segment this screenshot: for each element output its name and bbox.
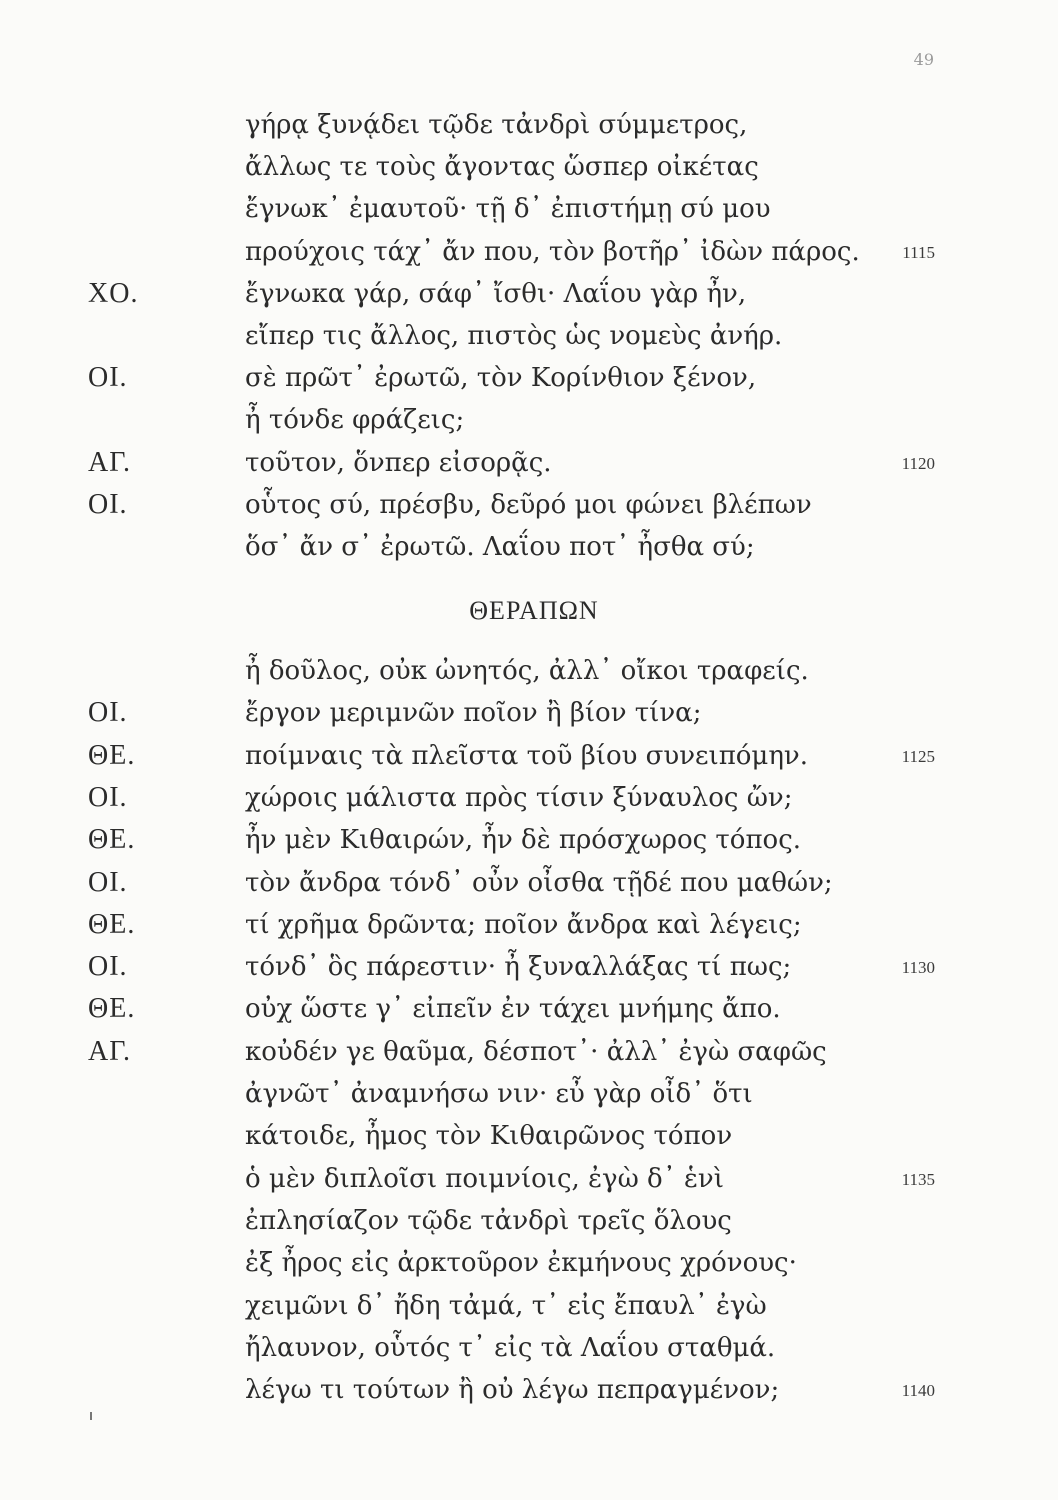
- verse-line: [0, 526, 1058, 568]
- verse-text: ποίμναις τὰ πλεῖστα τοῦ βίου συνειπόμην.: [245, 740, 808, 771]
- verse-text: τόνδ᾽ ὃς πάρεστιν· ἦ ξυναλλάξας τί πως;: [245, 952, 792, 983]
- section-heading: ΘΕΡΑΠΩΝ: [469, 596, 599, 625]
- verse-line: [0, 104, 1058, 146]
- verse-text: οὐχ ὥστε γ᾽ εἰπεῖν ἐν τάχει μνήμης ἄπο.: [245, 994, 781, 1025]
- line-number: 1120: [901, 453, 935, 473]
- verse-line: [0, 819, 1058, 861]
- verse-text: σὲ πρῶτ᾽ ἐρωτῶ, τὸν Κορίνθιον ξένον,: [245, 363, 757, 394]
- verse-text: ἀγνῶτ᾽ ἀναμνήσω νιν· εὖ γὰρ οἶδ᾽ ὅτι: [245, 1079, 753, 1109]
- verse-text: λέγω τι τούτων ἢ οὐ λέγω πεπραγμένον;: [245, 1375, 780, 1406]
- verse-text: ὁ μὲν διπλοῖσι ποιμνίοις, ἐγὼ δ᾽ ἑνὶ: [245, 1163, 724, 1194]
- verse-text: χειμῶνι δ᾽ ἤδη τἀμά, τ᾽ εἰς ἔπαυλ᾽ ἐγὼ: [245, 1290, 767, 1321]
- speaker-label: ΘΕ.: [88, 739, 136, 771]
- verse-line: [0, 1242, 1058, 1284]
- verse-text: ἦν μὲν Κιθαιρών, ἦν δὲ πρόσχωρος τόπος.: [245, 825, 802, 856]
- verse-text: ἐπλησίαζον τῷδε τἀνδρὶ τρεῖς ὅλους: [245, 1205, 732, 1236]
- verse-text: ὅσ᾽ ἄν σ᾽ ἐρωτῶ. Λαΐου ποτ᾽ ἦσθα σύ;: [245, 532, 755, 562]
- speaker-label: ΧΟ.: [88, 277, 139, 309]
- verse-line: [0, 650, 1058, 692]
- line-number: 1125: [901, 746, 935, 766]
- verse-line: [0, 692, 1058, 734]
- verse-line: [0, 1200, 1058, 1242]
- speaker-label: ΟΙ.: [88, 951, 128, 983]
- verse-line: [0, 1031, 1058, 1073]
- verse-line: [0, 946, 1058, 988]
- line-number: 1135: [901, 1169, 935, 1189]
- verse-text: τὸν ἄνδρα τόνδ᾽ οὖν οἶσθα τῇδέ που μαθών;: [245, 867, 833, 898]
- verse-line: [0, 904, 1058, 946]
- speaker-label: ΟΙ.: [88, 697, 128, 729]
- verse-text: προύχοις τάχ᾽ ἄν που, τὸν βοτῆρ᾽ ἰδὼν πάρος.: [245, 236, 860, 267]
- speaker-label: ΟΙ.: [88, 362, 128, 394]
- verse-text: κοὐδέν γε θαῦμα, δέσποτ᾽· ἀλλ᾽ ἐγὼ σαφῶς: [245, 1036, 827, 1067]
- verse-line: [0, 146, 1058, 188]
- verse-text: ἤλαυνον, οὗτός τ᾽ εἰς τὰ Λαΐου σταθμά.: [245, 1332, 776, 1363]
- verse-line: [0, 1073, 1058, 1115]
- verse-text: ἦ τόνδε φράζεις;: [245, 405, 465, 436]
- verse-line: [0, 442, 1058, 484]
- verse-text: ἄλλως τε τοὺς ἄγοντας ὥσπερ οἰκέτας: [245, 152, 759, 183]
- verse-line: [0, 988, 1058, 1030]
- verse-line: [0, 735, 1058, 777]
- verse-line: [0, 1327, 1058, 1369]
- verse-line: [0, 1369, 1058, 1411]
- line-number: 1130: [901, 958, 935, 978]
- line-number: 1140: [901, 1381, 935, 1401]
- verse-line: [0, 484, 1058, 526]
- margin-mark: [90, 1412, 92, 1420]
- verse-text: ἐξ ἦρος εἰς ἀρκτοῦρον ἐκμήνους χρόνους·: [245, 1248, 797, 1279]
- verse-line: [0, 777, 1058, 819]
- verse-text: χώροις μάλιστα πρὸς τίσιν ξύναυλος ὤν;: [245, 782, 793, 813]
- speaker-label: ΑΓ.: [88, 1035, 132, 1067]
- verse-line: [0, 188, 1058, 230]
- speaker-label: ΑΓ.: [88, 446, 132, 478]
- verse-text: οὗτος σύ, πρέσβυ, δεῦρό μοι φώνει βλέπων: [245, 489, 812, 520]
- verse-line: [0, 1158, 1058, 1200]
- verse-text: γήρᾳ ξυνᾴδει τῷδε τἀνδρὶ σύμμετρος,: [245, 110, 748, 140]
- verse-text: ἦ δοῦλος, οὐκ ὠνητός, ἀλλ᾽ οἴκοι τραφείς.: [245, 656, 809, 686]
- line-number: 1115: [902, 242, 935, 262]
- speaker-label: ΟΙ.: [88, 866, 128, 898]
- verse-text: τοῦτον, ὅνπερ εἰσορᾷς.: [245, 447, 552, 478]
- verse-text: ἔγνωκα γάρ, σάφ᾽ ἴσθι· Λαΐου γὰρ ἦν,: [245, 278, 747, 309]
- speaker-label: ΟΙ.: [88, 781, 128, 813]
- verse-line: [0, 1285, 1058, 1327]
- speaker-label: ΘΕ.: [88, 824, 136, 856]
- verse-text: τί χρῆμα δρῶντα; ποῖον ἄνδρα καὶ λέγεις;: [245, 909, 802, 940]
- verse-line: [0, 862, 1058, 904]
- verse-text: εἴπερ τις ἄλλος, πιστὸς ὡς νομεὺς ἀνήρ.: [245, 321, 783, 351]
- verse-line: [0, 399, 1058, 441]
- verse-line: [0, 273, 1058, 315]
- verse-text: ἔγνωκ᾽ ἐμαυτοῦ· τῇ δ᾽ ἐπιστήμῃ σύ μου: [245, 194, 771, 225]
- speaker-label: ΟΙ.: [88, 488, 128, 520]
- verse-text: ἔργον μεριμνῶν ποῖον ἢ βίον τίνα;: [245, 698, 702, 729]
- verse-text: κάτοιδε, ἦμος τὸν Κιθαιρῶνος τόπον: [245, 1121, 733, 1152]
- verse-line: [0, 1115, 1058, 1157]
- verse-line: [0, 315, 1058, 357]
- page-number: 49: [913, 50, 934, 69]
- verse-line: [0, 357, 1058, 399]
- speaker-label: ΘΕ.: [88, 908, 136, 940]
- speaker-label: ΘΕ.: [88, 993, 136, 1025]
- verse-line: [0, 231, 1058, 273]
